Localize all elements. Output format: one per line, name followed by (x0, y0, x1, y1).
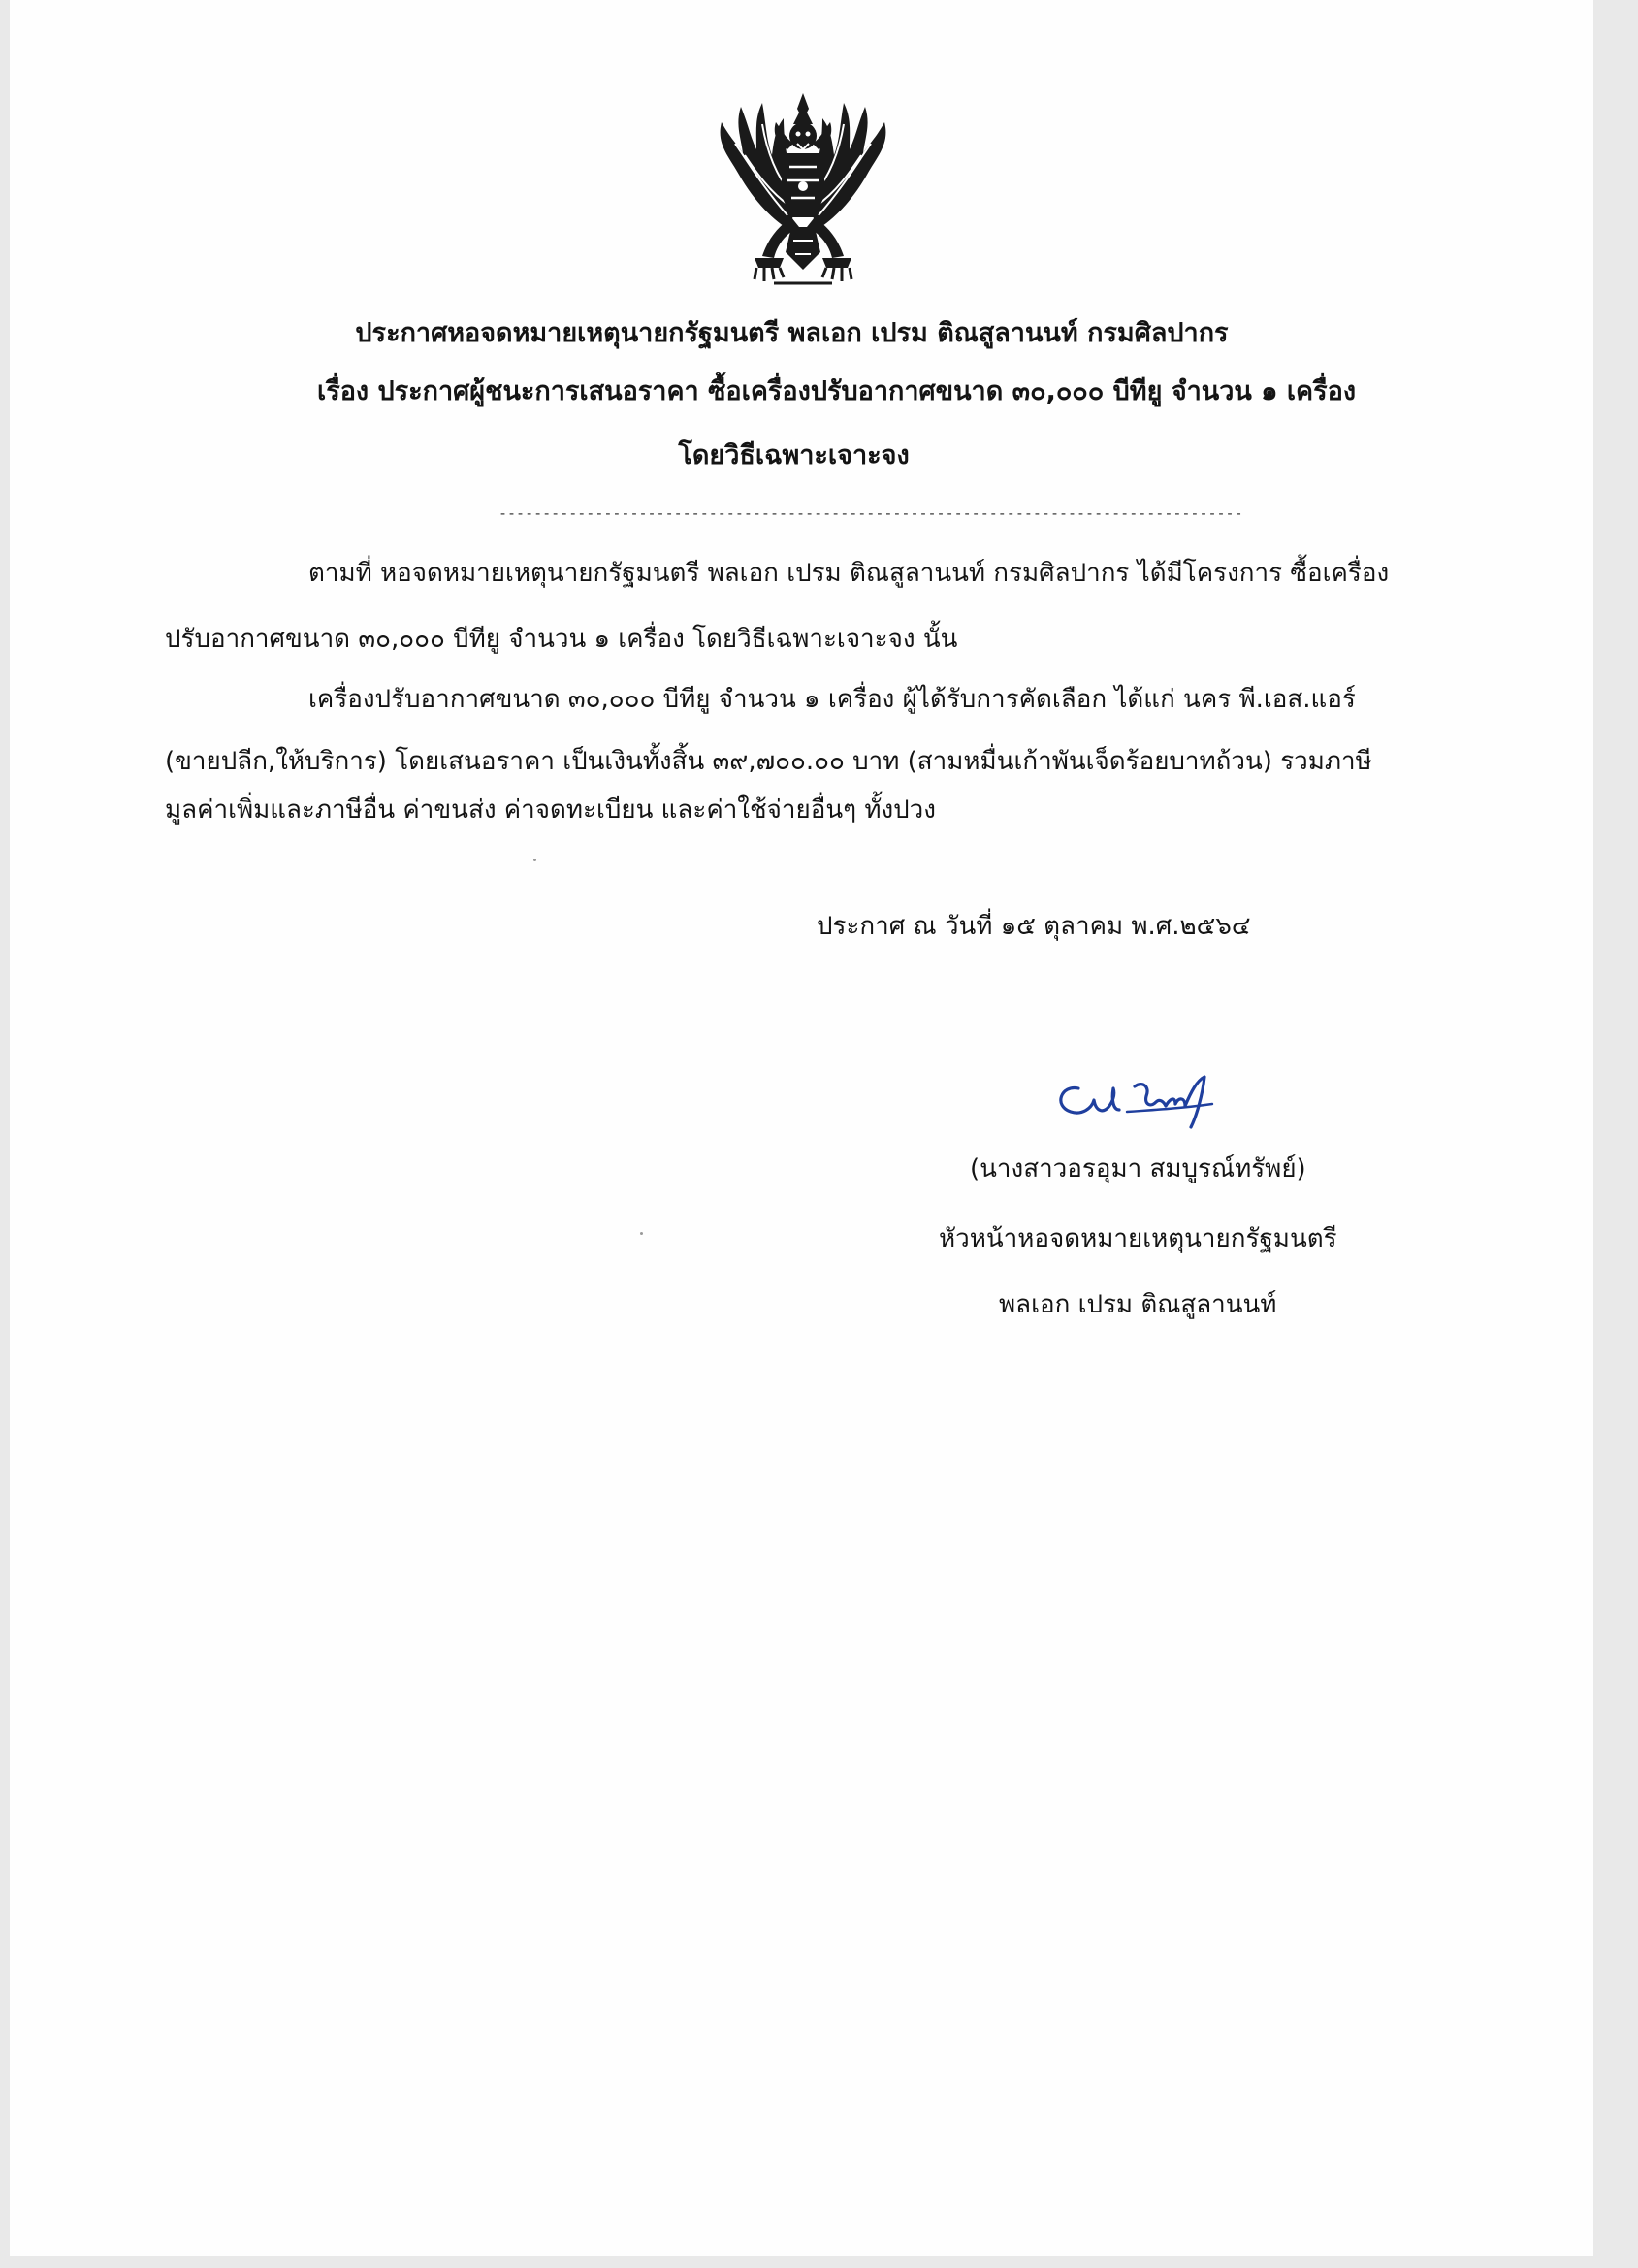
paragraph-2-line-3: มูลค่าเพิ่มและภาษีอื่น ค่าขนส่ง ค่าจดทะเบียน และค่าใช้จ่ายอื่นๆ ทั้งปวง (165, 795, 936, 825)
document-title: ประกาศหอจดหมายเหตุนายกรัฐมนตรี พลเอก เปรม ติณสูลานนท์ กรมศิลปากร (355, 318, 1229, 348)
signatory-name: (นางสาวอรอุมา สมบูรณ์ทรัพย์) (970, 1154, 1306, 1183)
signature (1049, 1067, 1220, 1135)
announcement-date: ประกาศ ณ วันที่ ๑๕ ตุลาคม พ.ศ.๒๕๖๔ (817, 912, 1251, 941)
signatory-position-line-2: พลเอก เปรม ติณสูลานนท์ (999, 1290, 1277, 1319)
signatory-position: หัวหน้าหอจดหมายเหตุนายกรัฐมนตรี (939, 1224, 1337, 1253)
scan-speck (533, 859, 536, 861)
separator-line: ------------------------------------------------------------------------------------- (498, 504, 1243, 522)
scan-speck (640, 1232, 643, 1235)
document-method: โดยวิธีเฉพาะเจาะจง (678, 440, 910, 470)
paragraph-2-line-1: เครื่องปรับอากาศขนาด ๓๐,๐๐๐ บีทียู จำนวน ๑ เครื่อง ผู้ได้รับการคัดเลือก ได้แก่ นคร พี.เอส.แอร์ (308, 685, 1356, 714)
garuda-emblem-icon (706, 85, 900, 297)
document-subject: เรื่อง ประกาศผู้ชนะการเสนอราคา ซื้อเครื่องปรับอากาศขนาด ๓๐,๐๐๐ บีทียู จำนวน ๑ เครื่อง (316, 376, 1357, 406)
paragraph-1-line-2: ปรับอากาศขนาด ๓๐,๐๐๐ บีทียู จำนวน ๑ เครื่อง โดยวิธีเฉพาะเจาะจง นั้น (165, 625, 958, 654)
paragraph-2-line-2: (ขายปลีก,ให้บริการ) โดยเสนอราคา เป็นเงินทั้งสิ้น ๓๙,๗๐๐.๐๐ บาท (สามหมื่นเก้าพันเจ็ดร้อยบาทถ้วน) รวมภาษี (165, 747, 1372, 776)
paragraph-1-line-1: ตามที่ หอจดหมายเหตุนายกรัฐมนตรี พลเอก เปรม ติณสูลานนท์ กรมศิลปากร ได้มีโครงการ ซื้อเครื่อง (308, 559, 1390, 588)
